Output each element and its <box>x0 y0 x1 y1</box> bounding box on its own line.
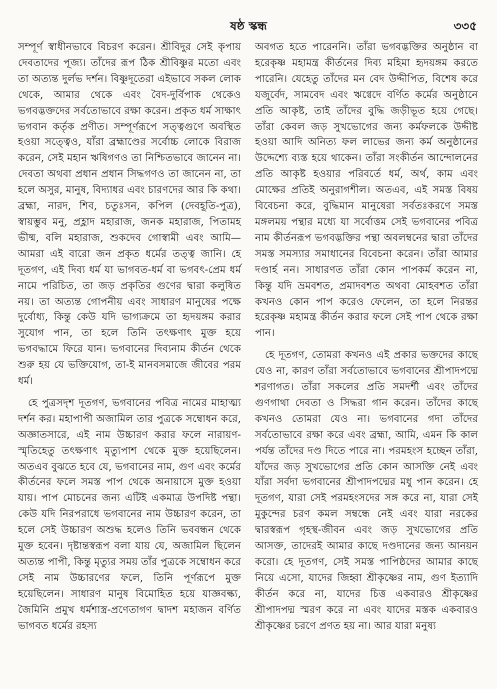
paragraph: সম্পূর্ণ স্বাধীনভাবে বিচরণ করেন। শ্রীবিদুর সেই কৃপায় দেবতাদের পূজ্য। তাঁদের রূপ ঠিক শ্রীবিষ্ণুর মতো এবং তা অত্যন্ত দুর্লভ দর্শন। বিষ্ণুদূতেরা এইভাবে সকল লোক থেকে, আমার থেকে এবং বৈদ-দুর্বিপাক থেকেও ভগবদ্ভক্তদের সর্বতোভাবে রক্ষা করেন। প্রকৃত ধর্ম সাক্ষাৎ ভগবান কর্তৃক প্রণীত। সম্পূর্ণরূপে সত্ত্বগুণে অবস্থিত হওয়া সত্ত্বেও, যাঁরা ব্রহ্মাণ্ডের সর্বোচ্চ লোকে বিরাজ করেন, সেই মহান ঋষিগণও তা নিশ্চিতভাবে জানেন না। দেবতা অথবা প্রধান প্রধান সিদ্ধগণও তা জানেন না, তা হলে অসুর, মানুষ, বিদ্যাধর এবং চারণদের আর কি কথা। ব্রহ্মা, নারদ, শিব, চতুঃসন, কপিল (দেবহূতি-পুত্র), স্বায়ম্ভুব মনু, প্রহ্লাদ মহারাজ, জনক মহারাজ, পিতামহ ভীষ্ম, বলি মহারাজ, শুকদেব গোস্বামী এবং আমি—আমরা এই বারো জন প্রকৃত ধর্মের তত্ত্ব জানি। হে দূতগণ, এই দিব্য ধর্ম যা ভাগবত-ধর্ম বা ভগবৎ-প্রেম ধর্ম নামে পরিচিত, তা জড় প্রকৃতির গুণের দ্বারা কলুষিত নয়। তা অত্যন্ত গোপনীয় এবং সাধারণ মানুষের পক্ষে দুর্বোধ্য, কিন্তু কেউ যদি ভাগ্যক্রমে তা হৃদয়ঙ্গম করার সুযোগ পান, তা হলে তিনি তৎক্ষণাৎ মুক্ত হয়ে ভগবদ্ধামে ফিরে যান। ভগবানের দিব্যনাম কীর্তন থেকে শুরু হয় যে ভক্তিযোগ, তা-ই মানবসমাজে জীবের পরম ধর্ম। <box>18 42 241 388</box>
paragraph: অবগত হতে পারেননি। তাঁরা ভগবদ্ভক্তির অনুষ্ঠান বা হরেকৃষ্ণ মহামন্ত্র কীর্তনের দিব্য মহিমা হৃদয়ঙ্গম করতে পারেনি। যেহেতু তাঁদের মন বেদ উদ্দীপিত, বিশেষ করে যজুর্বেদ, সামবেদ এবং ঋগ্বেদে বর্ণিত কর্মের অনুষ্ঠানে প্রতি আকৃষ্ট, তাই তাঁদের বুদ্ধি জড়ীভূত হয়ে গেছে। তাঁরা কেবল জড় সুখভোগের জন্য কর্মফলকে উদ্দীষ্ট হওয়া আদি অনিত্য ফল লাভের জন্য কর্ম অনুষ্ঠানের উদ্দেশ্যে ব্যস্ত হয়ে থাকেন। তাঁরা সংকীর্তন আন্দোলনের প্রতি আকৃষ্ট হওয়ার পরিবর্তে ধর্ম, অর্থ, কাম এবং মোক্ষের প্রতিই অনুরাগশীল। অতএব, এই সমস্ত বিষয় বিবেচনা করে, বুদ্ধিমান মানুষেরা সর্বতঃকরণে সমস্ত মঙ্গলময় পন্থার মধ্যে যা সর্বোত্তম সেই ভগবানের পবিত্র নাম কীর্তনরূপ ভগবদ্ভক্তির পন্থা অবলম্বনের দ্বারা তাঁদের সমস্ত সমস্যার সমাধানের বিবেচনা করেন। তাঁরা আমার দণ্ডার্হ নন। সাধারণত তাঁরা কোন পাপকর্ম করেন না, কিন্তু যদি ভ্রমবশত, প্রমাদবশত অথবা মোহবশত তাঁরা কখনও কোন পাপ করেও ফেলেন, তা হলে নিরন্তর হরেকৃষ্ণ মহামন্ত্র কীর্তন করার ফলে সেই পাপ থেকে রক্ষা পান। <box>255 42 478 340</box>
left-column <box>18 40 241 635</box>
running-head: ষষ্ঠ স্কন্ধ <box>230 19 267 33</box>
right-column <box>255 40 478 635</box>
page-header <box>18 18 479 36</box>
paragraph: হে পুত্রসদৃশ দূতগণ, ভগবানের পবিত্র নামের মাহাত্ম্য দর্শন কর। মহাপাপী অজামিল তার পুত্রকে সম্বোধন করে, অজ্ঞাতসারে, এই নাম উচ্চারণ করার ফলে নারায়ণ-স্মৃতিহেতু তৎক্ষণাৎ মৃত্যুপাশ থেকে মুক্ত হয়েছিলেন। অতএব বুঝতে হবে যে, ভগবানের নাম, গুণ এবং কর্মের কীর্তনের ফলে সমস্ত পাপ থেকে অনায়াসে মুক্ত হওয়া যায়। পাপ মোচনের জন্য এটিই একমাত্র উপদিষ্ট পন্থা। কেউ যদি নিরপরাধে ভগবানের নাম উচ্চারণ করেন, তা হলে সেই উচ্চারণ অশুদ্ধ হলেও তিনি ভববন্ধন থেকে মুক্ত হবেন। দৃষ্টান্তস্বরূপ বলা যায় যে, অজামিল ছিলেন অত্যন্ত পাপী, কিন্তু মৃত্যুর সময় তাঁর পুত্রকে সম্বোধন করে সেই নাম উচ্চারণের ফলে, তিনি পূর্ণরূপে মুক্ত হয়েছিলেন। সাধারণ মানুষ বিমোহিত হয়ে যাজ্ঞবল্ক্য, জৈমিনি প্রমুখ ধর্মশাস্ত্র-প্রণেতাগণ দ্বাদশ মহাজন বর্ণিত ভাগবত ধর্মের রহস্য <box>18 397 241 632</box>
paragraph: হে দূতগণ, তোমরা কখনও এই প্রকার ভক্তদের কাছে যেও না, কারণ তাঁরা সর্বতোভাবে ভগবানের শ্রীপাদপদ্মে শরণাগত। তাঁরা সকলের প্রতি সমদর্শী এবং তাঁদের গুণগাথা দেবতা ও সিদ্ধরা গান করেন। তাঁদের কাছে কখনও তোমরা যেও না। ভগবানের গদা তাঁদের সর্বতোভাবে রক্ষা করে এবং ব্রহ্মা, আমি, এমন কি কাল পর্যন্ত তাঁদের দণ্ড দিতে পারে না। পরমহংস হচ্ছেন তাঁরা, যাঁদের জড় সুখভোগের প্রতি কোন আসক্তি নেই এবং যাঁরা সর্বদা ভগবানের শ্রীপাদপদ্মের মধু পান করেন। হে দূতগণ, যারা সেই পরমহংসদের সঙ্গ করে না, যারা সেই মুকুন্দের চরণ কমল সম্বন্ধে নেই এবং যারা নরকের দ্বারস্বরূপ গৃহস্থ-জীবন এবং জড় সুখভোগের প্রতি আসক্ত, তাদেরই আমার কাছে দণ্ডদানের জন্য আনয়ন করো। হে দূতগণ, সেই সমস্ত পাপিষ্ঠদের আমার কাছে নিয়ে এসো, যাদের জিহ্বা শ্রীকৃষ্ণের নাম, গুণ ইত্যাদি কীর্তন করে না, যাদের চিত্ত একবারও শ্রীকৃষ্ণের শ্রীপাদপদ্ম স্মরণ করে না এবং যাদের মস্তক একবারও শ্রীকৃষ্ণের চরণে প্রণত হয় না। আর যারা মনুষ্য <box>255 350 478 632</box>
text-columns <box>18 40 479 635</box>
page-number: ৩৩৫ <box>453 19 477 33</box>
